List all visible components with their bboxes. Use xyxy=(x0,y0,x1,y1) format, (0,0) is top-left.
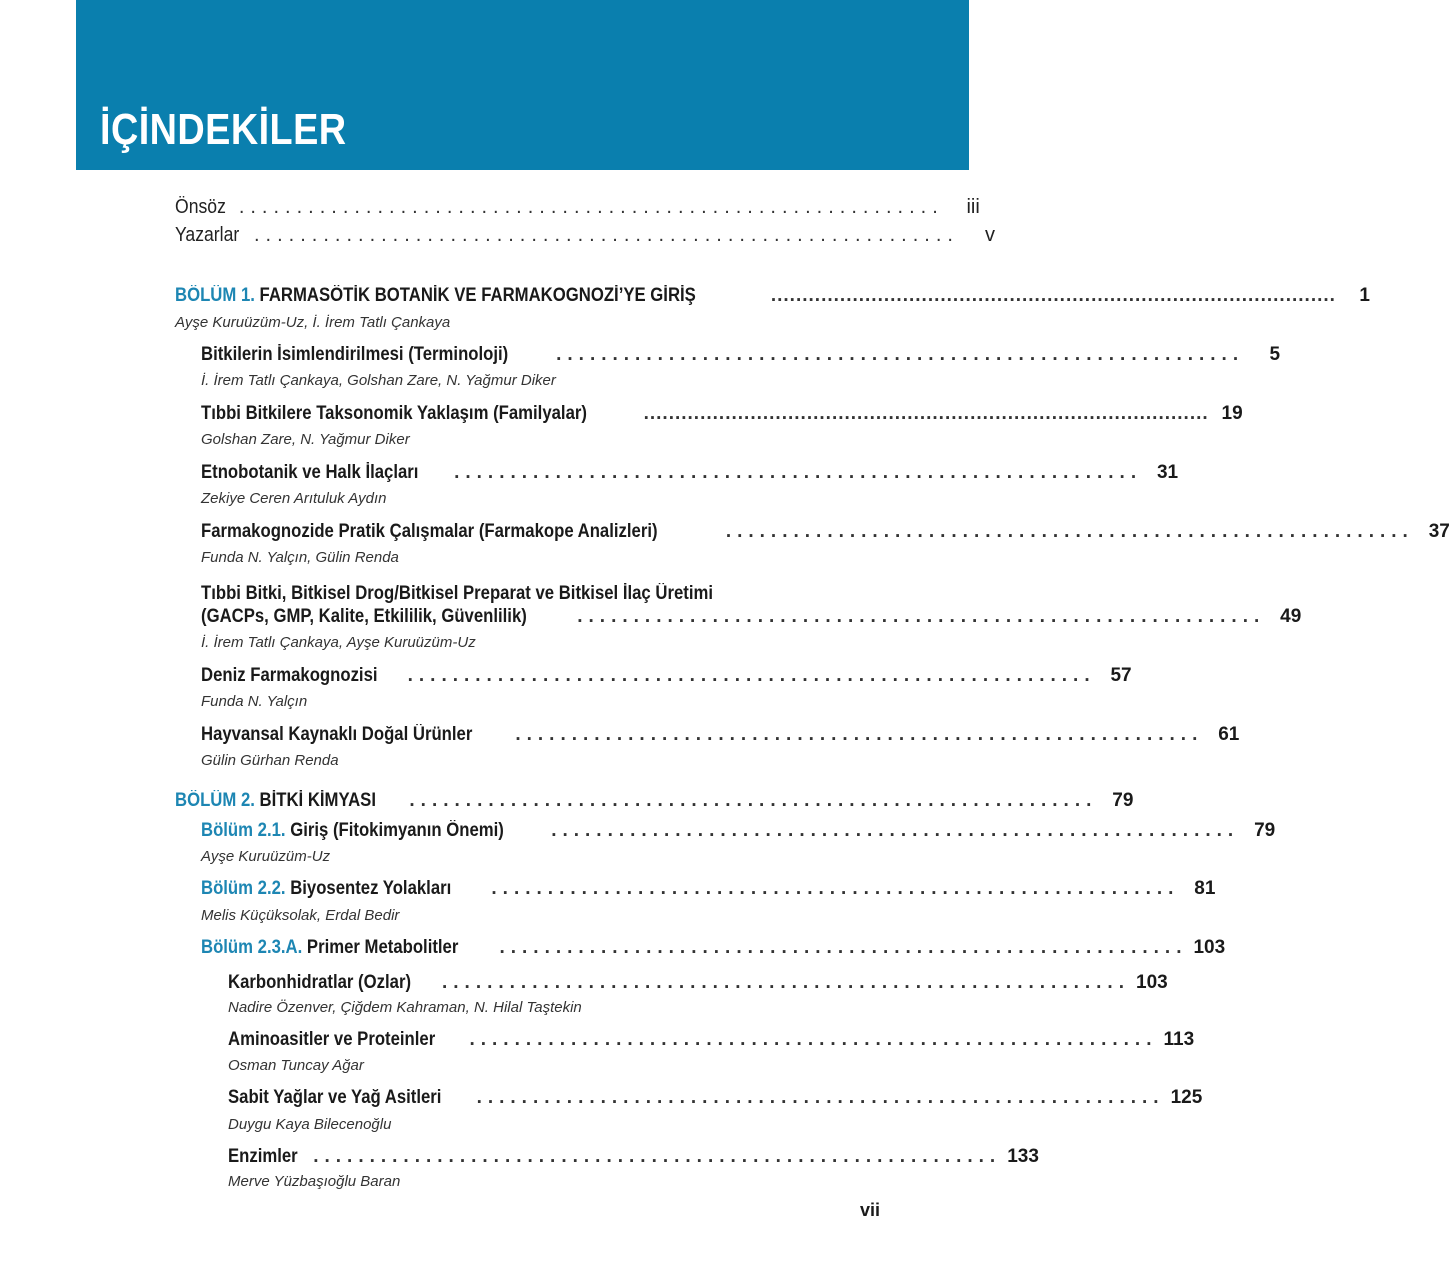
toc-subentry[interactable] xyxy=(228,1087,1203,1111)
entry-title: Önsöz xyxy=(175,196,226,218)
entry-authors: İ. İrem Tatlı Çankaya, Golshan Zare, N. Yağmur Diker xyxy=(201,372,556,389)
entry-page: 125 xyxy=(1170,1087,1203,1108)
entry-page: 79 xyxy=(1112,790,1134,811)
toc-entry-preface[interactable] xyxy=(175,196,980,220)
entry-title: Tıbbi Bitki, Bitkisel Drog/Bitkisel Preparat ve Bitkisel İlaç Üretimi xyxy=(201,583,713,604)
section-label: Bölüm 2.2. xyxy=(201,878,286,899)
toc-section[interactable] xyxy=(201,937,1226,961)
entry-title: Farmakognozide Pratik Çalışmalar (Farmakope Analizleri) xyxy=(201,521,658,542)
dot-leader: ............................................................. xyxy=(515,724,1204,745)
entry-page: 113 xyxy=(1163,1029,1195,1050)
chapter-title: FARMASÖTİK BOTANİK VE FARMAKOGNOZİ’YE GİRİŞ xyxy=(259,285,696,306)
entry-page: 5 xyxy=(1269,344,1281,365)
chapter-label: BÖLÜM 1. xyxy=(175,285,255,306)
entry-authors: Funda N. Yalçın xyxy=(201,693,308,710)
section-label: Bölüm 2.1. xyxy=(201,820,286,841)
dot-leader: .......................................................................................... xyxy=(770,285,1336,306)
entry-title: Aminoasitler ve Proteinler xyxy=(228,1029,436,1050)
toc-entry[interactable] xyxy=(201,344,1281,368)
toc-subentry[interactable] xyxy=(228,972,1168,996)
entry-page: 49 xyxy=(1280,606,1302,627)
page-number: vii xyxy=(860,1200,881,1220)
entry-page: 57 xyxy=(1110,665,1132,686)
section-label: Bölüm 2.3.A. xyxy=(201,937,303,958)
dot-leader: ............................................................. xyxy=(499,937,1188,958)
dot-leader: ............................................................. xyxy=(725,521,1414,542)
dot-leader: ............................................................. xyxy=(409,790,1098,811)
toc-entry[interactable] xyxy=(201,403,1243,427)
entry-authors: Osman Tuncay Ağar xyxy=(228,1057,364,1074)
entry-page: 103 xyxy=(1136,972,1168,993)
entry-title: Bitkilerin İsimlendirilmesi (Terminoloji) xyxy=(201,344,509,365)
entry-title: Deniz Farmakognozisi xyxy=(201,665,378,686)
toc-chapter-2[interactable] xyxy=(175,790,1134,814)
entry-authors: Ayşe Kuruüzüm-Uz, İ. İrem Tatlı Çankaya xyxy=(175,314,451,331)
entry-title: Hayvansal Kaynaklı Doğal Ürünler xyxy=(201,724,473,745)
entry-page: 1 xyxy=(1359,285,1370,306)
dot-leader: ............................................................. xyxy=(454,462,1143,483)
section-title: Biyosentez Yolakları xyxy=(290,878,452,899)
entry-title: Yazarlar xyxy=(175,224,240,246)
toc-chapter-1[interactable] xyxy=(175,285,1370,309)
section-title: Giriş (Fitokimyanın Önemi) xyxy=(290,820,504,841)
page-title: İÇİNDEKİLER xyxy=(100,105,347,154)
entry-title-line2: (GACPs, GMP, Kalite, Etkililik, Güvenlilik) xyxy=(201,606,527,627)
entry-title: Sabit Yağlar ve Yağ Asitleri xyxy=(228,1087,442,1108)
toc-entry[interactable] xyxy=(201,665,1132,689)
dot-leader: ............................................................. xyxy=(469,1029,1158,1050)
entry-page: 31 xyxy=(1156,462,1179,483)
dot-leader: ............................................................. xyxy=(577,606,1266,627)
toc-entry-title-line1[interactable] xyxy=(201,583,868,607)
entry-title: Tıbbi Bitkilere Taksonomik Yaklaşım (Familyalar) xyxy=(201,403,587,424)
entry-page: 133 xyxy=(1007,1146,1039,1167)
entry-authors: Merve Yüzbaşıoğlu Baran xyxy=(228,1173,401,1190)
entry-title: Etnobotanik ve Halk İlaçları xyxy=(201,462,419,483)
entry-authors: Duygu Kaya Bilecenoğlu xyxy=(228,1116,392,1133)
chapter-heading xyxy=(175,285,696,307)
entry-page: 103 xyxy=(1193,937,1226,958)
entry-page: 37 xyxy=(1428,521,1450,542)
toc-entry[interactable] xyxy=(201,606,1302,630)
section-heading xyxy=(201,937,458,959)
entry-page: 61 xyxy=(1218,724,1240,745)
entry-page: iii xyxy=(966,196,980,218)
dot-leader: .......................................................................................... xyxy=(643,403,1209,424)
section-title: Primer Metabolitler xyxy=(306,937,459,958)
entry-authors: Nadire Özenver, Çiğdem Kahraman, N. Hilal Taştekin xyxy=(228,999,582,1016)
entry-authors: Funda N. Yalçın, Gülin Renda xyxy=(201,549,399,566)
section-heading xyxy=(201,878,451,900)
dot-leader: ............................................................. xyxy=(407,665,1096,686)
chapter-label: BÖLÜM 2. xyxy=(175,790,255,811)
entry-title: Karbonhidratlar (Ozlar) xyxy=(228,972,412,993)
dot-leader: ............................................................. xyxy=(556,344,1245,365)
entry-page: 81 xyxy=(1194,878,1216,899)
toc-entry[interactable] xyxy=(201,724,1240,748)
toc-section[interactable] xyxy=(201,878,1216,902)
toc-entry[interactable] xyxy=(201,521,1450,545)
toc-section[interactable] xyxy=(201,820,1276,844)
entry-authors: Melis Küçüksolak, Erdal Bedir xyxy=(201,907,400,924)
toc-subentry[interactable] xyxy=(228,1146,1039,1170)
toc-subentry[interactable] xyxy=(228,1029,1195,1053)
entry-authors: Zekiye Ceren Arıtuluk Aydın xyxy=(201,490,387,507)
entry-authors: Gülin Gürhan Renda xyxy=(201,752,339,769)
dot-leader: ............................................................. xyxy=(238,196,944,218)
dot-leader: ............................................................. xyxy=(254,224,959,246)
toc-entry[interactable] xyxy=(201,462,1179,486)
entry-authors: Ayşe Kuruüzüm-Uz xyxy=(201,848,331,865)
toc-entry-authors[interactable] xyxy=(175,224,995,248)
dot-leader: ............................................................. xyxy=(491,878,1180,899)
entry-authors: Golshan Zare, N. Yağmur Diker xyxy=(201,431,410,448)
entry-title: Enzimler xyxy=(228,1146,298,1167)
entry-page: 19 xyxy=(1221,403,1243,424)
dot-leader: ............................................................. xyxy=(551,820,1240,841)
chapter-title: BİTKİ KİMYASI xyxy=(259,790,376,811)
entry-page: 79 xyxy=(1254,820,1276,841)
dot-leader: ............................................................. xyxy=(441,972,1130,993)
dot-leader: ............................................................. xyxy=(313,1146,1002,1167)
entry-page: v xyxy=(984,224,995,246)
chapter-heading xyxy=(175,790,376,812)
dot-leader: ............................................................. xyxy=(476,1087,1165,1108)
entry-authors: İ. İrem Tatlı Çankaya, Ayşe Kuruüzüm-Uz xyxy=(201,634,476,651)
section-heading xyxy=(201,820,504,842)
